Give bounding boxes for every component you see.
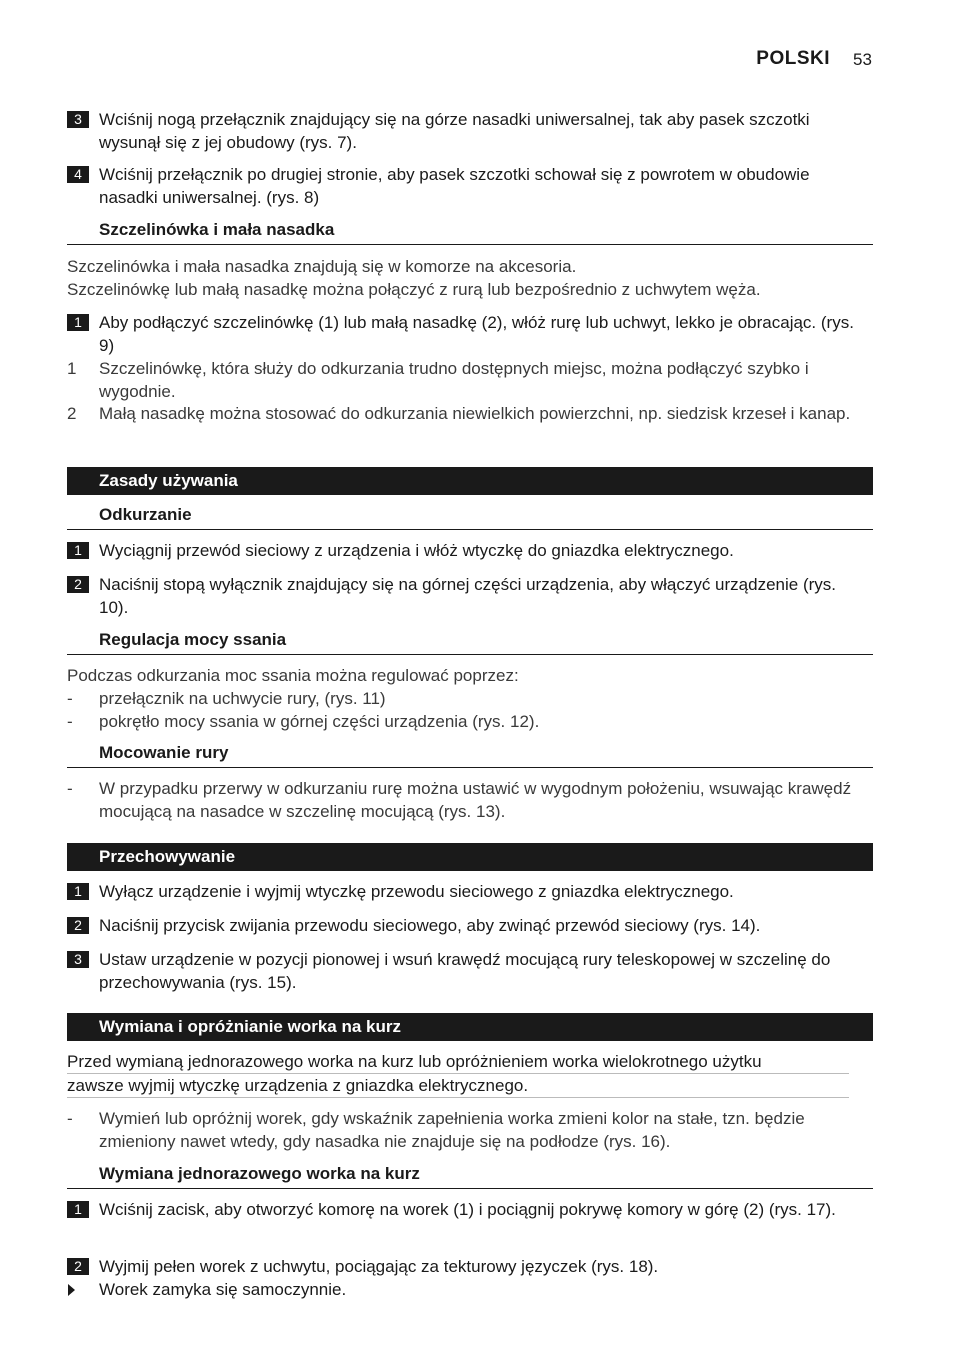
numbered-note-2: [67, 402, 873, 425]
page-number: 53: [853, 50, 872, 69]
note-text: Szczelinówkę, która służy do odkurzania trudno dostępnych miejsc, można podłączyć szybko i wygodnie.: [99, 359, 809, 401]
step-text: Wyciągnij przewód sieciowy z urządzenia i włóż wtyczkę do gniazdka elektrycznego.: [99, 541, 734, 560]
subheading-mocowanie: [67, 743, 873, 768]
result-note: [67, 1278, 867, 1301]
step-text: Wyłącz urządzenie i wyjmij wtyczkę przewodu sieciowego z gniazdka elektrycznego.: [99, 882, 734, 901]
step-1-szczelinowka: [67, 311, 867, 357]
subheading-regulacja: [67, 630, 873, 655]
note-number: 2: [67, 404, 77, 423]
dash-item-mocowanie: [67, 777, 873, 823]
step-text: Wciśnij przełącznik po drugiej stronie, aby pasek szczotki schował się z powrotem w obudowie nasadki uniwersalnej. (rys. 8): [99, 165, 810, 207]
step-text: Naciśnij przycisk zwijania przewodu sieciowego, aby zwinąć przewód sieciowy (rys. 14).: [99, 916, 761, 935]
step-number-badge: 1: [67, 314, 89, 331]
step-number-badge: 3: [67, 951, 89, 968]
step-2-jednorazowy: [67, 1255, 867, 1278]
step-text: Wciśnij nogą przełącznik znajdujący się na górze nasadki uniwersalnej, tak aby pasek szczotki wysunął się z jej obudowy (rys. 7).: [99, 110, 810, 152]
step-number-badge: 1: [67, 542, 89, 559]
dash-item-knob: [67, 710, 873, 733]
step-number-badge: 1: [67, 883, 89, 900]
step-1-odkurzanie: [67, 539, 867, 562]
section-heading-przechowywanie: [67, 843, 873, 871]
language-label: POLSKI: [756, 48, 830, 69]
step-2-przechowywanie: [67, 914, 867, 937]
dash-marker: -: [67, 779, 73, 798]
step-number-badge: 2: [67, 576, 89, 593]
step-3-nasadka: [67, 108, 867, 154]
step-1-przechowywanie: [67, 880, 867, 903]
subheading-text: Regulacja mocy ssania: [99, 630, 287, 649]
step-text: Wciśnij zacisk, aby otworzyć komorę na worek (1) i pociągnij pokrywę komory w górę (2) (rys. 17).: [99, 1200, 836, 1219]
subheading-text: Odkurzanie: [99, 505, 192, 524]
step-text: Ustaw urządzenie w pozycji pionowej i wsuń krawędź mocującą rury teleskopowej w szczelinę do przechowywania (rys. 15).: [99, 950, 831, 992]
result-text: Worek zamyka się samoczynnie.: [99, 1280, 347, 1299]
step-number-badge: 1: [67, 1201, 89, 1218]
step-4-nasadka: [67, 163, 867, 209]
step-text: Wyjmij pełen worek z uchwytu, pociągając za tekturowy języczek (rys. 18).: [99, 1257, 659, 1276]
dash-item-switch: [67, 687, 873, 710]
subheading-odkurzanie: [67, 505, 873, 530]
dash-marker: -: [67, 712, 73, 731]
subheading-text: Szczelinówka i mała nasadka: [99, 220, 335, 239]
dash-marker: -: [67, 1109, 73, 1128]
step-number-badge: 3: [67, 111, 89, 128]
subheading-text: Mocowanie rury: [99, 743, 229, 762]
subheading-jednorazowy: [67, 1164, 873, 1189]
section-heading-zasady: [67, 467, 873, 495]
item-text: pokrętło mocy ssania w górnej części urządzenia (rys. 12).: [99, 712, 540, 731]
dash-marker: -: [67, 689, 73, 708]
section-heading-text: Wymiana i opróżnianie worka na kurz: [99, 1017, 401, 1036]
subheading-text: Wymiana jednorazowego worka na kurz: [99, 1164, 420, 1183]
paragraph-regulacja: [67, 664, 873, 687]
paragraph-line: Szczelinówkę lub małą nasadkę można połączyć z rurą lub bezpośrednio z uchwytem węża.: [67, 280, 761, 299]
paragraph-line: Szczelinówka i mała nasadka znajdują się w komorze na akcesoria.: [67, 257, 577, 276]
paragraph-line: Podczas odkurzania moc ssania można regulować poprzez:: [67, 666, 519, 685]
section-heading-text: Zasady używania: [99, 471, 238, 490]
step-1-jednorazowy: [67, 1198, 867, 1221]
step-number-badge: 2: [67, 917, 89, 934]
note-number: 1: [67, 359, 77, 378]
item-text: przełącznik na uchwycie rury, (rys. 11): [99, 689, 386, 708]
paragraph-szczelinowka: [67, 255, 873, 301]
step-2-odkurzanie: [67, 573, 867, 619]
section-heading-text: Przechowywanie: [99, 847, 236, 866]
numbered-note-1: [67, 357, 873, 403]
warning-unplug: [67, 1050, 849, 1098]
warning-line: zawsze wyjmij wtyczkę urządzenia z gniazdka elektrycznego.: [67, 1074, 849, 1098]
step-3-przechowywanie: [67, 948, 867, 994]
result-arrow-icon: [68, 1284, 75, 1296]
warning-line: Przed wymianą jednorazowego worka na kurz lub opróżnieniem worka wielokrotnego użytku: [67, 1050, 849, 1074]
dash-item-wymiana: [67, 1107, 873, 1153]
section-heading-wymiana: [67, 1013, 873, 1041]
subheading-szczelinowka: [67, 220, 873, 245]
item-text: W przypadku przerwy w odkurzaniu rurę można ustawić w wygodnym położeniu, wsuwając krawędź mocującą na nasadce w szczelinę mocującą (rys. 13).: [99, 779, 852, 821]
step-number-badge: 4: [67, 166, 89, 183]
step-number-badge: 2: [67, 1258, 89, 1275]
step-text: Aby podłączyć szczelinówkę (1) lub małą nasadkę (2), włóż rurę lub uchwyt, lekko je obracając. (rys. 9): [99, 313, 854, 355]
step-text: Naciśnij stopą wyłącznik znajdujący się na górnej części urządzenia, aby włączyć urządzenie (rys. 10).: [99, 575, 836, 617]
item-text: Wymień lub opróżnij worek, gdy wskaźnik zapełnienia worka zmieni kolor na stałe, tzn. będzie zmieniony nawet wtedy, gdy nasadka nie znajduje się na podłodze (rys. 16).: [99, 1109, 805, 1151]
note-text: Małą nasadkę można stosować do odkurzania niewielkich powierzchni, np. siedzisk krzeseł i kanap.: [99, 404, 851, 423]
